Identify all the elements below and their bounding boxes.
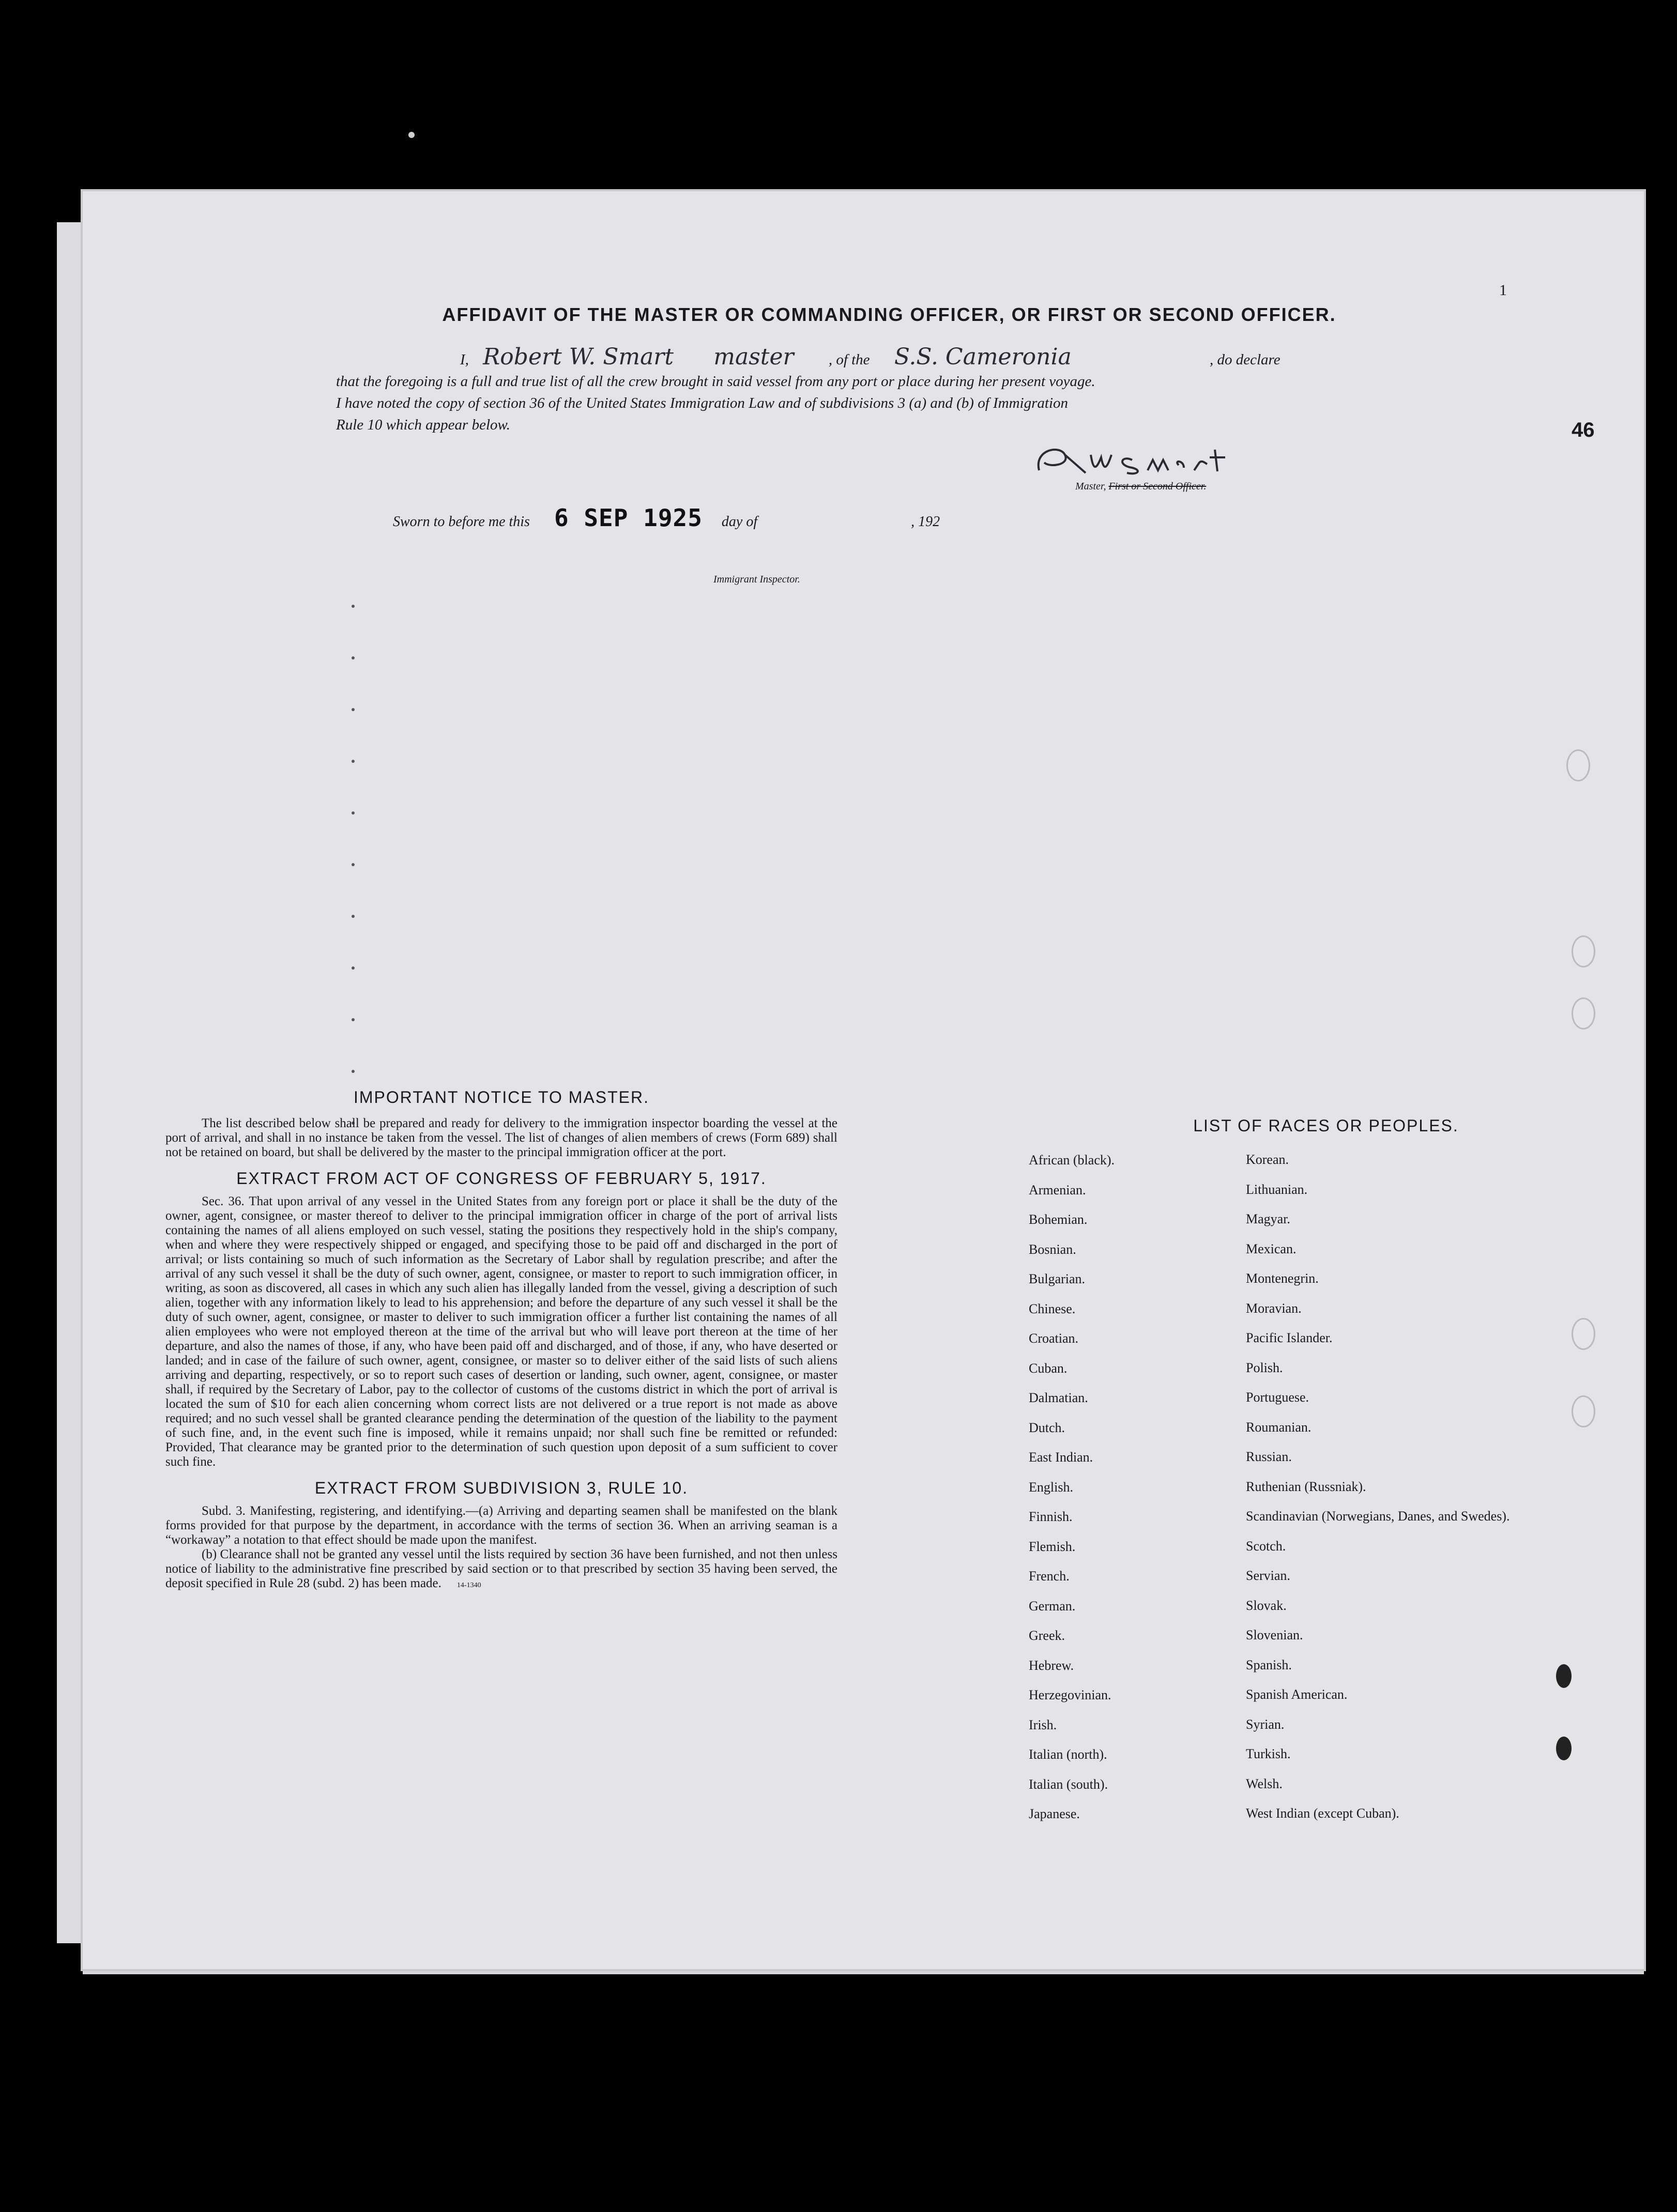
race-entry: Mexican.	[1246, 1241, 1297, 1256]
corner-mark	[408, 132, 415, 138]
master-caption: Master,	[1075, 481, 1106, 492]
race-row	[1029, 1658, 1597, 1688]
race-entry: East Indian.	[1029, 1450, 1093, 1465]
race-row	[1029, 1153, 1597, 1182]
affidavit-title: AFFIDAVIT OF THE MASTER OR COMMANDING OFFICER, OR FIRST OR SECOND OFFICER.	[442, 304, 1336, 325]
binder-hole	[1566, 749, 1590, 781]
race-entry: Herzegovinian.	[1029, 1687, 1111, 1702]
race-row	[1029, 1509, 1597, 1539]
race-entry: Flemish.	[1029, 1539, 1076, 1554]
declaration-line-3: I have noted the copy of section 36 of the United States Immigration Law and of subdivisions 3 (a) and (b) of Immigration	[336, 395, 1069, 411]
officer-rank: master	[713, 344, 794, 370]
race-row	[1029, 1599, 1597, 1629]
race-entry: Polish.	[1246, 1360, 1283, 1375]
race-entry: West Indian (except Cuban).	[1246, 1806, 1399, 1821]
race-entry: Croatian.	[1029, 1331, 1079, 1346]
race-entry: Russian.	[1246, 1449, 1292, 1464]
race-entry: Slovenian.	[1246, 1627, 1303, 1642]
race-entry: Chinese.	[1029, 1301, 1076, 1316]
vessel-name: S.S. Cameronia	[894, 344, 1072, 370]
race-entry: Magyar.	[1246, 1211, 1290, 1226]
race-entry: Montenegrin.	[1246, 1271, 1319, 1286]
race-row	[1029, 1242, 1597, 1272]
race-row	[1029, 1420, 1597, 1450]
signature-image	[1029, 439, 1287, 481]
date-stamp: 6 SEP 1925	[554, 504, 703, 532]
race-entry: Moravian.	[1246, 1300, 1302, 1316]
of-the-text: , of the	[828, 351, 870, 368]
race-entry: Japanese.	[1029, 1806, 1080, 1821]
extract-rule-text-a: Subd. 3. Manifesting, registering, and identifying.—(a) Arriving and departing seamen shall be manifested on the blank forms provided for that purpose by the department, in accordance with the terms of section 36. When an arriving seaman is a “workaway” a notation to that effect should be made upon the manifest.	[165, 1504, 837, 1547]
declaration-line-2: that the foregoing is a full and true list of all the crew brought in said vessel from any port or place during her present voyage.	[336, 373, 1095, 390]
race-row	[1029, 1569, 1597, 1599]
race-entry: Welsh.	[1246, 1776, 1283, 1791]
extract-rule-text-b	[165, 1547, 837, 1593]
race-entry: Portuguese.	[1246, 1390, 1309, 1405]
race-entry: Bohemian.	[1029, 1212, 1088, 1227]
margin-tick: 1	[1499, 282, 1507, 299]
race-row	[1029, 1687, 1597, 1717]
document-page	[83, 191, 1644, 1969]
struck-caption: First or Second Officer.	[1108, 481, 1207, 492]
race-entry: Ruthenian (Russniak).	[1246, 1479, 1366, 1494]
race-entry: Scandinavian (Norwegians, Danes, and Swedes).	[1246, 1509, 1510, 1524]
declaration	[336, 346, 1401, 436]
race-row	[1029, 1747, 1597, 1777]
race-entry: Dutch.	[1029, 1420, 1065, 1435]
race-entry: French.	[1029, 1569, 1070, 1584]
race-row	[1029, 1271, 1597, 1301]
binder-hole	[1572, 935, 1595, 967]
race-entry: Turkish.	[1246, 1746, 1291, 1761]
race-row	[1029, 1331, 1597, 1361]
extract-rule-text-b-content: (b) Clearance shall not be granted any vessel until the lists required by section 36 have been furnished, and not then unless notice of liability to the administrative fine prescribed by said section or to that prescribed by section 35 having been served, the deposit specified in Rule 28 (subd. 2) has been made.	[165, 1547, 837, 1590]
race-row	[1029, 1301, 1597, 1331]
declare-text: , do declare	[1210, 351, 1280, 368]
day-of-text: day of	[721, 514, 758, 530]
binder-clip	[1556, 1664, 1572, 1688]
declaration-prefix: I,	[460, 351, 469, 368]
race-row	[1029, 1539, 1597, 1569]
race-entry: English.	[1029, 1479, 1073, 1495]
race-row	[1029, 1480, 1597, 1510]
notice-text: The list described below shall be prepared and ready for delivery to the immigration inspector boarding the vessel at the port of arrival, and shall in no instance be taken from the vessel. The list of changes of alien members of crews (Form 689) shall not be retained on board, but shall be delivered by the master to the principal immigration officer at the port.	[165, 1116, 837, 1159]
race-entry: Irish.	[1029, 1717, 1057, 1732]
race-entry: Spanish American.	[1246, 1687, 1348, 1702]
race-row	[1029, 1361, 1597, 1391]
race-entry: Bulgarian.	[1029, 1271, 1086, 1286]
extract-rule-title: EXTRACT FROM SUBDIVISION 3, RULE 10.	[314, 1479, 689, 1497]
year-text: , 192	[911, 514, 940, 530]
binder-clip	[1556, 1737, 1572, 1760]
extract-act-text: Sec. 36. That upon arrival of any vessel in the United States from any foreign port or place it shall be the duty of the owner, agent, consignee, or master thereof to deliver to the principal immigration officer in charge of the port of arrival lists containing the names of all aliens employed on such vessel, stating the positions they respectively hold in the ship's company, when and where they were respectively shipped or engaged, and specifying those to be paid off and discharged in the port of arrival; or lists containing so much of such information as the Secretary of Labor shall by regulation prescribe; and after the arrival of any such vessel it shall be the duty of such owner, agent, consignee, or master to report to such immigration officer, in writing, as soon as discovered, all cases in which any such alien has illegally landed from the vessel, giving a description of such alien, together with any information likely to lead to his apprehension; and before the departure of any such vessel it shall be the duty of such owner, agent, consignee, or master to deliver to such immigration officer a further list containing the names of all alien employees who were not employed thereon at the time of the arrival but who will leave port thereon at the time of her departure, and also the names of those, if any, who have been paid off and discharged, and of those, if any, who have deserted or landed; and in case of the failure of such owner, agent, consignee, or master so to deliver either of the said lists of such aliens arriving and departing, respectively, or so to report such cases of desertion or landing, such owner, agent, consignee, or master shall, if required by the Secretary of Labor, pay to the collector of customs of the customs district in which the port of arrival is located the sum of $10 for each alien concerning whom correct lists are not delivered or a true report is not made as above required; and no such vessel shall be granted clearance pending the determination of the question of the liability to the payment of such fine, and, in the event such fine is imposed, while it remains unpaid; nor shall such fine be remitted or refunded: Provided, That clearance may be granted prior to the determination of such question upon deposit of a sum sufficient to cover such fine.	[165, 1194, 837, 1469]
race-entry: Slovak.	[1246, 1597, 1287, 1613]
race-row	[1029, 1628, 1597, 1658]
notice-title: IMPORTANT NOTICE TO MASTER.	[354, 1088, 649, 1107]
race-entry: Syrian.	[1246, 1716, 1285, 1732]
master-name: Robert W. Smart	[483, 344, 674, 370]
sworn-line	[393, 504, 940, 532]
race-entry: Lithuanian.	[1246, 1181, 1308, 1197]
declaration-line-4: Rule 10 which appear below.	[336, 417, 510, 433]
extract-act-title: EXTRACT FROM ACT OF CONGRESS OF FEBRUARY 5, 1917.	[236, 1169, 767, 1188]
race-row	[1029, 1806, 1597, 1836]
race-row	[1029, 1450, 1597, 1480]
race-row	[1029, 1717, 1597, 1747]
binder-hole	[1572, 1395, 1595, 1427]
declaration-line-1	[336, 346, 1401, 371]
race-entry: Italian (north).	[1029, 1747, 1107, 1762]
race-entry: Hebrew.	[1029, 1657, 1074, 1673]
race-entry: Greek.	[1029, 1628, 1065, 1643]
race-entry: Korean.	[1246, 1152, 1289, 1167]
notice-column	[165, 1088, 837, 1593]
signature-caption	[1075, 481, 1206, 493]
binder-hole	[1572, 997, 1595, 1030]
race-entry: German.	[1029, 1598, 1076, 1614]
form-code: 14-1340	[456, 1581, 481, 1589]
race-row	[1029, 1212, 1597, 1242]
signature-block	[1029, 439, 1391, 501]
races-list	[1029, 1153, 1597, 1836]
race-entry: Servian.	[1246, 1568, 1290, 1583]
race-entry: Scotch.	[1246, 1538, 1286, 1554]
race-entry: African (black).	[1029, 1153, 1115, 1168]
race-row	[1029, 1777, 1597, 1807]
race-entry: Dalmatian.	[1029, 1390, 1088, 1405]
race-entry: Pacific Islander.	[1246, 1330, 1333, 1345]
race-entry: Roumanian.	[1246, 1419, 1312, 1435]
race-entry: Finnish.	[1029, 1509, 1073, 1524]
inspector-label: Immigrant Inspector.	[713, 574, 800, 585]
race-entry: Spanish.	[1246, 1657, 1292, 1672]
page-number: 46	[1572, 419, 1595, 441]
race-row	[1029, 1182, 1597, 1212]
race-entry: Italian (south).	[1029, 1776, 1108, 1792]
races-title: LIST OF RACES OR PEOPLES.	[1193, 1116, 1459, 1135]
race-entry: Cuban.	[1029, 1360, 1068, 1376]
binder-hole	[1572, 1318, 1595, 1350]
race-entry: Armenian.	[1029, 1182, 1086, 1197]
race-entry: Bosnian.	[1029, 1241, 1076, 1257]
race-row	[1029, 1390, 1597, 1420]
sworn-prefix: Sworn to before me this	[393, 514, 530, 530]
